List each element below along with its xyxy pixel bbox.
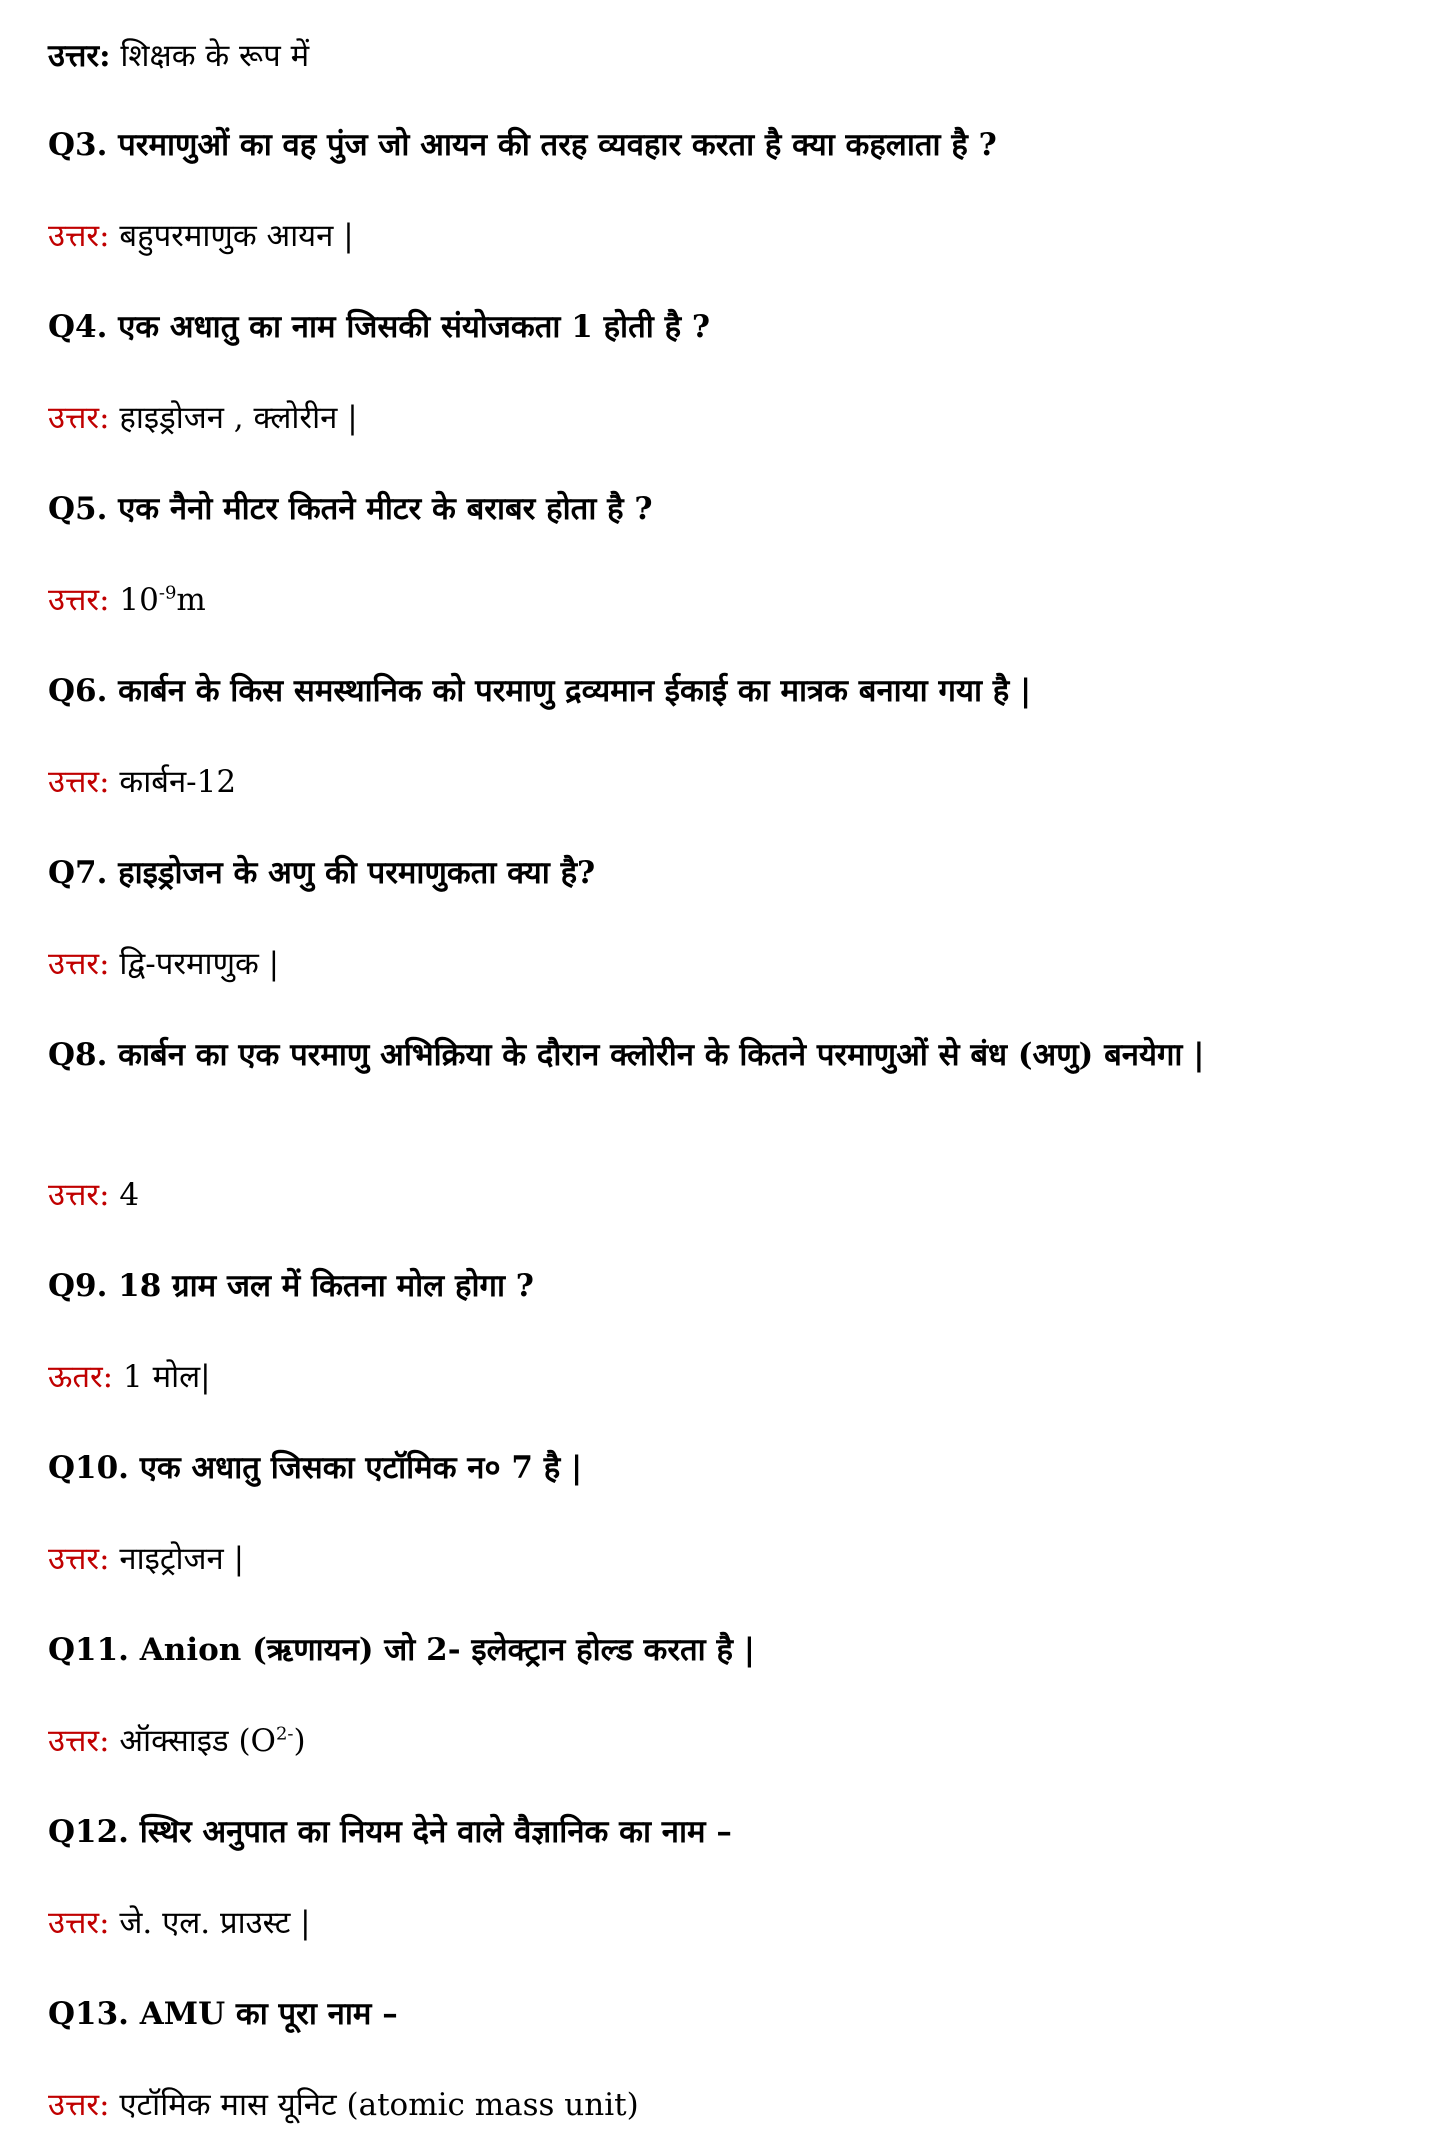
answer-4 xyxy=(48,393,1392,443)
answer-11 xyxy=(48,1716,1392,1766)
question-7 xyxy=(48,848,1392,898)
answer-5 xyxy=(48,575,1392,625)
answer-text: ऑक्साइड (O xyxy=(109,1723,276,1759)
question-number: Q5. xyxy=(48,491,108,527)
question-text: AMU का पूरा नाम – xyxy=(128,1996,398,2032)
answer-12 xyxy=(48,1898,1392,1948)
answer-label: उत्तर: xyxy=(48,2087,110,2123)
question-8 xyxy=(48,1030,1392,1080)
answer-9 xyxy=(48,1352,1392,1402)
answer-text: द्वि-परमाणुक | xyxy=(109,946,280,982)
question-number: Q12. xyxy=(48,1814,129,1850)
answer-7 xyxy=(48,939,1392,989)
answer-6 xyxy=(48,757,1392,807)
answer-text: जे. एल. प्राउस्ट | xyxy=(109,1905,311,1941)
answer-text: 4 xyxy=(109,1177,140,1213)
answer-text: 1 मोल| xyxy=(113,1359,211,1395)
charge: 2- xyxy=(275,1723,294,1745)
question-5 xyxy=(48,484,1392,534)
question-12 xyxy=(48,1807,1392,1857)
answer-13 xyxy=(48,2080,1392,2130)
answer-3 xyxy=(48,211,1392,261)
question-6 xyxy=(48,666,1392,716)
answer-text: नाइट्रोजन | xyxy=(109,1541,245,1577)
question-10 xyxy=(48,1443,1392,1493)
question-text: एक अधातु का नाम जिसकी संयोजकता 1 होती है ? xyxy=(107,309,710,345)
answer-label: उत्तर: xyxy=(48,38,111,74)
answer-label: उत्तर: xyxy=(48,218,110,254)
question-text: Anion (ऋणायन) जो 2- इलेक्ट्रान होल्ड करता है | xyxy=(128,1632,756,1668)
answer-label: उत्तर: xyxy=(48,400,110,436)
question-text: स्थिर अनुपात का नियम देने वाले वैज्ञानिक का नाम – xyxy=(128,1814,732,1850)
question-text: एक नैनो मीटर कितने मीटर के बराबर होता है ? xyxy=(107,491,653,527)
answer-text: एटॉमिक मास यूनिट (atomic mass unit) xyxy=(109,2087,639,2123)
question-text: हाइड्रोजन के अणु की परमाणुकता क्या है? xyxy=(107,855,596,891)
question-text: कार्बन के किस समस्थानिक को परमाणु द्रव्यमान ईकाई का मात्रक बनाया गया है | xyxy=(107,673,1032,709)
answer-10 xyxy=(48,1534,1392,1584)
question-number: Q10. xyxy=(48,1450,129,1486)
question-text: एक अधातु जिसका एटॉमिक न० 7 है | xyxy=(128,1450,583,1486)
question-number: Q4. xyxy=(48,309,108,345)
answer-tail: ) xyxy=(293,1723,306,1759)
answer-label: उत्तर: xyxy=(48,1177,110,1213)
question-13 xyxy=(48,1989,1392,2039)
unit: m xyxy=(176,582,206,618)
question-number: Q6. xyxy=(48,673,108,709)
answer-label: उत्तर: xyxy=(48,1541,110,1577)
answer-text: कार्बन-12 xyxy=(109,764,237,800)
question-number: Q7. xyxy=(48,855,108,891)
answer-label: उत्तर: xyxy=(48,1905,110,1941)
answer-text: हाइड्रोजन , क्लोरीन | xyxy=(109,400,358,436)
answer-label: उत्तर: xyxy=(48,1723,110,1759)
question-9 xyxy=(48,1261,1392,1311)
question-number: Q9. xyxy=(48,1268,108,1304)
question-text: कार्बन का एक परमाणु अभिक्रिया के दौरान क्लोरीन के कितने परमाणुओं से बंध (अणु) बनयेगा | xyxy=(107,1037,1205,1073)
question-number: Q11. xyxy=(48,1632,129,1668)
question-number: Q3. xyxy=(48,127,108,163)
answer-label: उत्तर: xyxy=(48,582,110,618)
question-11 xyxy=(48,1625,1392,1675)
answer-label: उत्तर: xyxy=(48,764,110,800)
exponent: -9 xyxy=(158,582,177,604)
question-text: 18 ग्राम जल में कितना मोल होगा ? xyxy=(107,1268,534,1304)
question-4 xyxy=(48,302,1392,352)
question-number: Q13. xyxy=(48,1996,129,2032)
answer-text: बहुपरमाणुक आयन | xyxy=(109,218,354,254)
answer-text: 10 xyxy=(109,582,159,618)
answer-8 xyxy=(48,1170,1392,1220)
question-number: Q8. xyxy=(48,1037,108,1073)
question-3 xyxy=(48,120,1392,170)
answer-text: शिक्षक के रूप में xyxy=(110,38,310,74)
answer-2 xyxy=(48,31,1392,81)
answer-label: ऊतर: xyxy=(48,1359,114,1395)
question-text: परमाणुओं का वह पुंज जो आयन की तरह व्यवहार करता है क्या कहलाता है ? xyxy=(107,127,997,163)
answer-label: उत्तर: xyxy=(48,946,110,982)
